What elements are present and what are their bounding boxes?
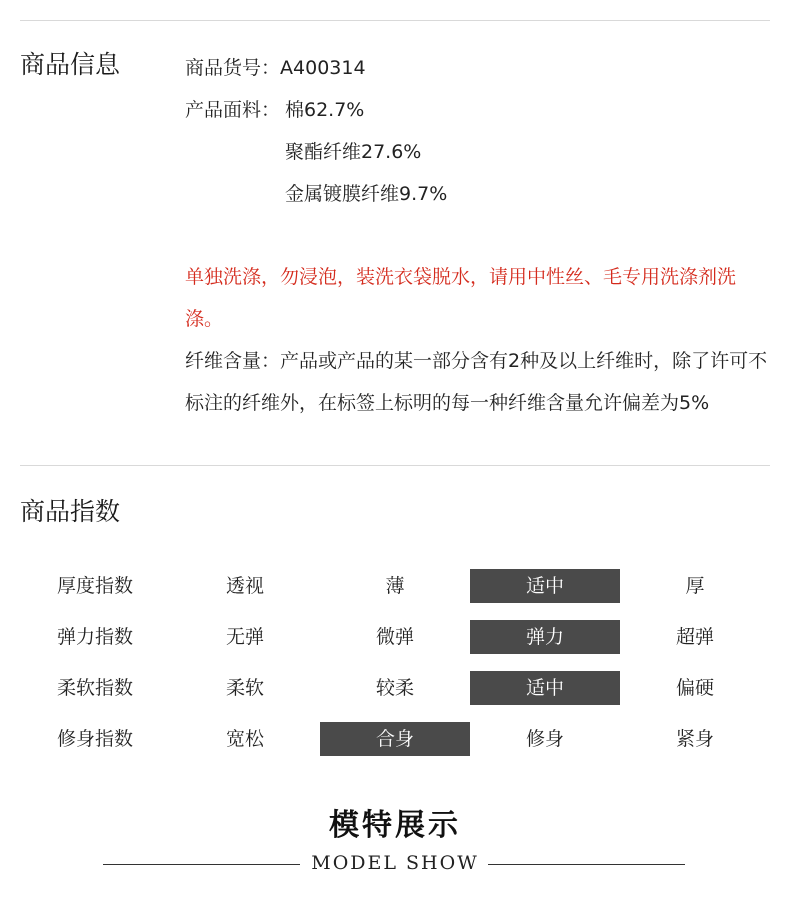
sku-value: A400314 [280, 57, 366, 79]
fabric-item: 棉62.7% [285, 99, 365, 121]
index-option: 柔软 [225, 677, 264, 699]
product-info-title: 商品信息 [20, 50, 121, 79]
index-option: 超弹 [675, 626, 714, 648]
fiber-label: 纤维含量： [185, 350, 281, 372]
model-show-right-line [488, 864, 685, 865]
model-show-title: 模特展示 [329, 808, 461, 843]
sku-line [185, 56, 366, 80]
product-index-title: 商品指数 [20, 497, 121, 526]
fabric-item: 聚酯纤维27.6% [285, 141, 422, 163]
index-option: 偏硬 [675, 677, 714, 699]
fabric-label: 产品面料： [185, 99, 281, 121]
index-option: 厚 [685, 575, 705, 597]
index-row-label: 厚度指数 [56, 575, 133, 597]
top-divider [20, 20, 770, 21]
index-option: 薄 [385, 575, 405, 597]
care-notice: 单独洗涤，勿浸泡，装洗衣袋脱水，请用中性丝、毛专用洗涤剂洗涤。 [185, 266, 737, 330]
index-row-label: 弹力指数 [56, 626, 133, 648]
index-row-label: 修身指数 [56, 728, 133, 750]
index-option: 微弹 [375, 626, 414, 648]
index-row [20, 722, 770, 773]
index-row [20, 671, 770, 722]
index-option: 透视 [225, 575, 264, 597]
index-row [20, 620, 770, 671]
fiber-content-note [185, 340, 770, 424]
index-option-selected: 弹力 [470, 620, 620, 654]
product-index-table [20, 569, 770, 773]
fiber-note-text: 产品或产品的某一部分含有2种及以上纤维时，除了许可不标注的纤维外，在标签上标明的每一种纤维含量允许偏差为5% [185, 350, 768, 414]
index-option-selected: 适中 [470, 569, 620, 603]
index-option: 宽松 [225, 728, 264, 750]
index-option: 较柔 [375, 677, 414, 699]
middle-divider [20, 465, 770, 466]
sku-label: 商品货号： [185, 57, 281, 79]
index-row [20, 569, 770, 620]
index-option-selected: 合身 [320, 722, 470, 756]
fabric-item: 金属镀膜纤维9.7% [285, 183, 448, 205]
model-show-subtitle: MODEL SHOW [311, 852, 479, 874]
index-option: 无弹 [225, 626, 264, 648]
index-option-selected: 适中 [470, 671, 620, 705]
index-row-label: 柔软指数 [56, 677, 133, 699]
index-option: 修身 [525, 728, 564, 750]
index-option: 紧身 [675, 728, 714, 750]
